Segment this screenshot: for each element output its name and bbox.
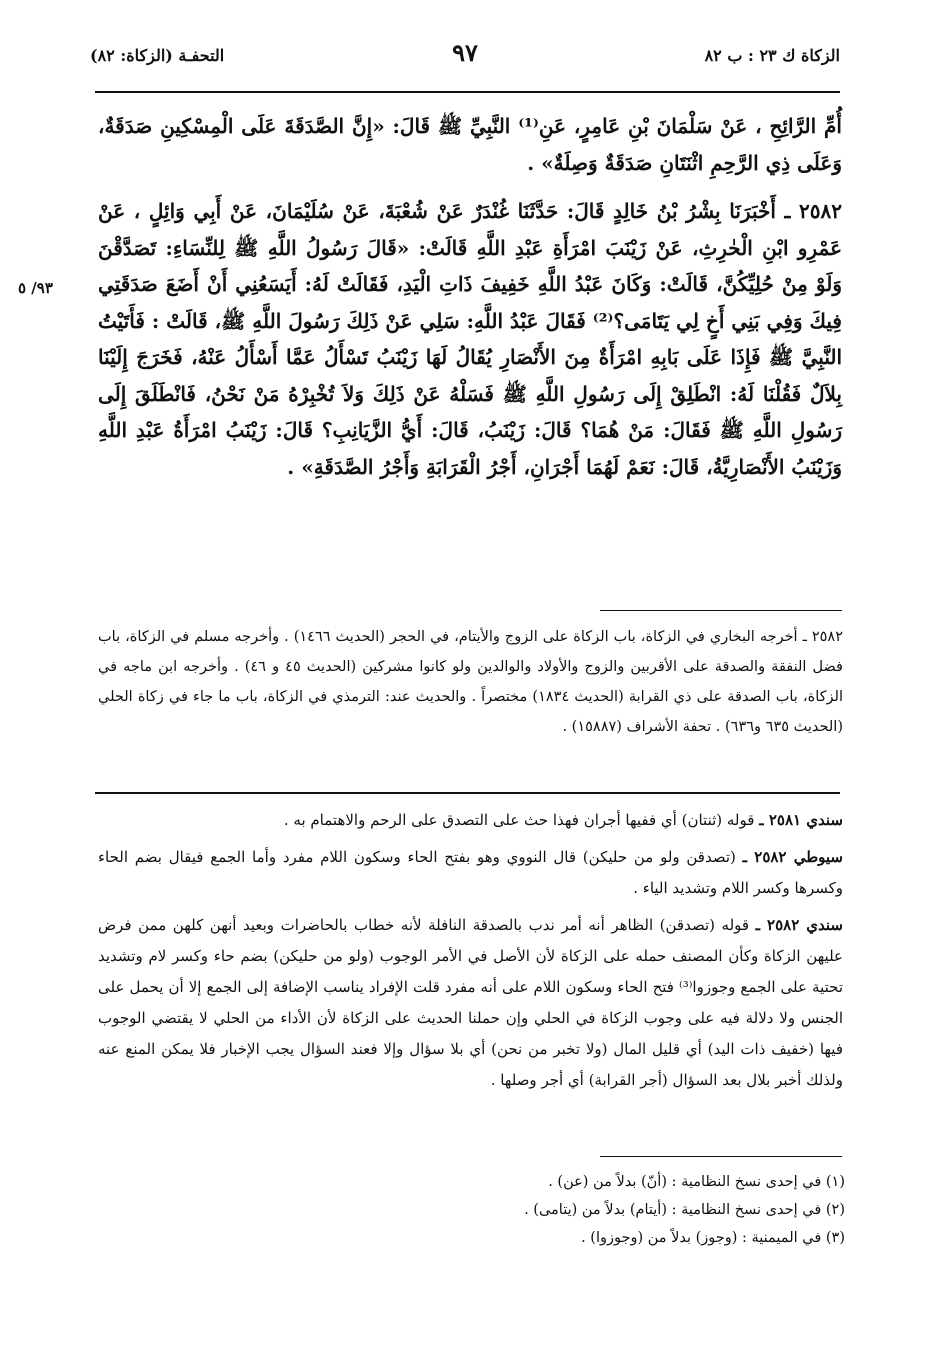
footnote: (٢) في إحدى نسخ النظامية : (أيتام) بدلاً من (يتامى) .	[524, 1202, 845, 1218]
header-tuhfa-ref: التحفـة (الزكاة: ٨٢)	[90, 46, 225, 65]
commentary-text: قوله (ثنتان) أي ففيها أجران فهذا حث على التصدق على الرحم والاهتمام به .	[283, 811, 755, 829]
footnotes	[320, 1168, 845, 1252]
commentary-label: سندي ٢٥٨١ ـ	[759, 811, 843, 829]
hadith-2582: ٢٥٨٢ ـ أَخْبَرَنَا بِشْرُ بْنُ خَالِدٍ قَالَ: حَدَّثَنَا غُنْدَرٌ عَنْ شُعْبَةَ، عَنْ سُلَيْمَانَ، عَنْ أَبِي وَائِلٍ ، عَنْ عَمْرِو ابْنِ الْحٰرِثِ، عَنْ زَيْنَبَ امْرَأَةِ عَبْدِ اللَّهِ قَالَتْ: «قَالَ رَسُولُ اللَّهِ ﷺ لِلنِّسَاءِ: تَصَدَّقْنَ وَلَوْ مِنْ حُلِيِّكُنَّ، قَالَتْ: وَكَانَ عَبْدُ اللَّهِ خَفِيفَ ذَاتِ الْيَدِ، فَقَالَتْ لَهُ: أَيَسَعُنِي أَنْ أَضَعَ صَدَقَتِي فِيكَ وَفِي بَنِي أَخٍ لِي يَتَامَى؟⁽²⁾ فَقَالَ عَبْدُ اللَّهِ: سَلِي عَنْ ذَلِكَ رَسُولَ اللَّهِ ﷺ، قَالَتْ : فَأَتَيْتُ النَّبِيَّ ﷺ فَإِذَا عَلَى بَابِهِ امْرَأَةٌ مِنَ الأَنْصَارِ يُقَالُ لَهَا زَيْنَبُ تَسْأَلُ عَمَّا أَسْأَلُ عَنْهُ، فَخَرَجَ إِلَيْنَا بِلاَلٌ فَقُلْنَا لَهُ: انْطَلِقْ إِلَى رَسُولِ اللَّهِ ﷺ فَسَلْهُ عَنْ ذَلِكَ وَلاَ تُخْبِرْهُ مَنْ نَحْنُ، فَانْطَلَقَ إِلَى رَسُولِ اللَّهِ ﷺ فَقَالَ: مَنْ هُمَا؟ قَالَ: زَيْنَبُ، قَالَ: أَيُّ الزَّيَانِبِ؟ قَالَ: زَيْنَبُ امْرَأَةُ عَبْدِ اللَّهِ وَزَيْنَبُ الأَنْصَارِيَّةُ، قَالَ: نَعَمْ لَهُمَا أَجْرَانِ، أَجْرُ الْقَرَابَةِ وَأَجْرُ الصَّدَقَةِ» .	[98, 199, 842, 479]
commentary-entry	[98, 910, 843, 1096]
commentary-text: (تصدقن ولو من حليكن) قال النووي وهو بفتح الحاء وسكون اللام مفرد وأما الجمع فيقال بضم الحاء وكسرها وكسر اللام وتشديد الياء .	[98, 848, 843, 897]
page-header	[90, 38, 840, 78]
notes-divider	[600, 1156, 842, 1157]
commentary-text: قوله (تصدقن) الظاهر أنه أمر ندب بالصدقة النافلة لأنه خطاب بالحاضرات وبعيد أنهن كلهن ممن فرض عليهن الزكاة وكأن المصنف حمله على الزكاة لأن الأصل في الأمر الوجوب (ولو من حليكن) بضم حاء وكسر لام وتشديد تحتية على الجمع وجوزوا⁽³⁾ فتح الحاء وسكون اللام على أنه مفرد قلت الإفراد يناسب الإضافة إلى الجمع إلا أن يحمل على الجنس ولا دلالة فيه على وجوب الزكاة في الحلي وإن حملنا الحديث على الزكاة لأن الأداء من الحلي لا يقتضي الوجوب فيها (خفيف ذات اليد) أي قليل المال (ولا تخبر من نحن) أي بلا سؤال وإلا فعند السؤال يجب الإخبار فلا يمكن المنع عنه ولذلك أخبر بلال بعد السؤال (أجر القرابة) أي أجر وصلها .	[98, 916, 843, 1089]
header-chapter-ref: الزكاة ك ٢٣ : ب ٨٢	[704, 46, 840, 65]
footnote: (١) في إحدى نسخ النظامية : (أنّ) بدلاً من (عن) .	[548, 1174, 845, 1190]
hadith-text	[98, 108, 842, 485]
commentary-entry	[98, 842, 843, 904]
margin-reference: ٩٣/ ٥	[18, 279, 53, 297]
commentary-label: سيوطي ٢٥٨٢ ـ	[742, 848, 843, 866]
commentary-label: سندي ٢٥٨٢ ـ	[755, 916, 843, 934]
takhrij-2582: ٢٥٨٢ ـ أخرجه البخاري في الزكاة، باب الزكاة على الزوج والأيتام، في الحجر (الحديث ١٤٦٦) . وأخرجه مسلم في الزكاة، باب فضل النفقة والصدقة على الأقربين والزوج والأولاد والوالدين ولو كانوا مشركين (الحديث ٤٥ و ٤٦) . وأخرجه ابن ماجه في الزكاة، باب الصدقة على ذي القرابة (الحديث ١٨٣٤) مختصراً . والحديث عند: الترمذي في الزكاة، باب ما جاء في زكاة الحلي (الحديث ٦٣٥ و٦٣٦) . تحفة الأشراف (١٥٨٨٧) .	[98, 629, 843, 735]
commentary-section	[98, 805, 843, 1102]
header-divider	[95, 91, 840, 93]
footnote: (٣) في الميمنية : (وجوز) بدلاً من (وجوزوا) .	[581, 1230, 845, 1246]
page-number: ٩٧	[452, 38, 478, 67]
hadith-continuation: أُمِّ الرَّائِحِ ، عَنْ سَلْمَانَ بْنِ عَامِرٍ، عَنِ⁽¹⁾ النَّبِيِّ ﷺ قَالَ: «إِنَّ الصَّدَقَةَ عَلَى الْمِسْكِينِ صَدَقَةٌ، وَعَلَى ذِي الرَّحِمِ اثْنَتَانِ صَدَقَةٌ وَصِلَةٌ» .	[98, 114, 842, 175]
takhrij-section	[98, 622, 843, 742]
commentary-entry	[98, 805, 843, 836]
sharh-divider	[95, 792, 840, 794]
takhrij-divider	[600, 610, 842, 611]
